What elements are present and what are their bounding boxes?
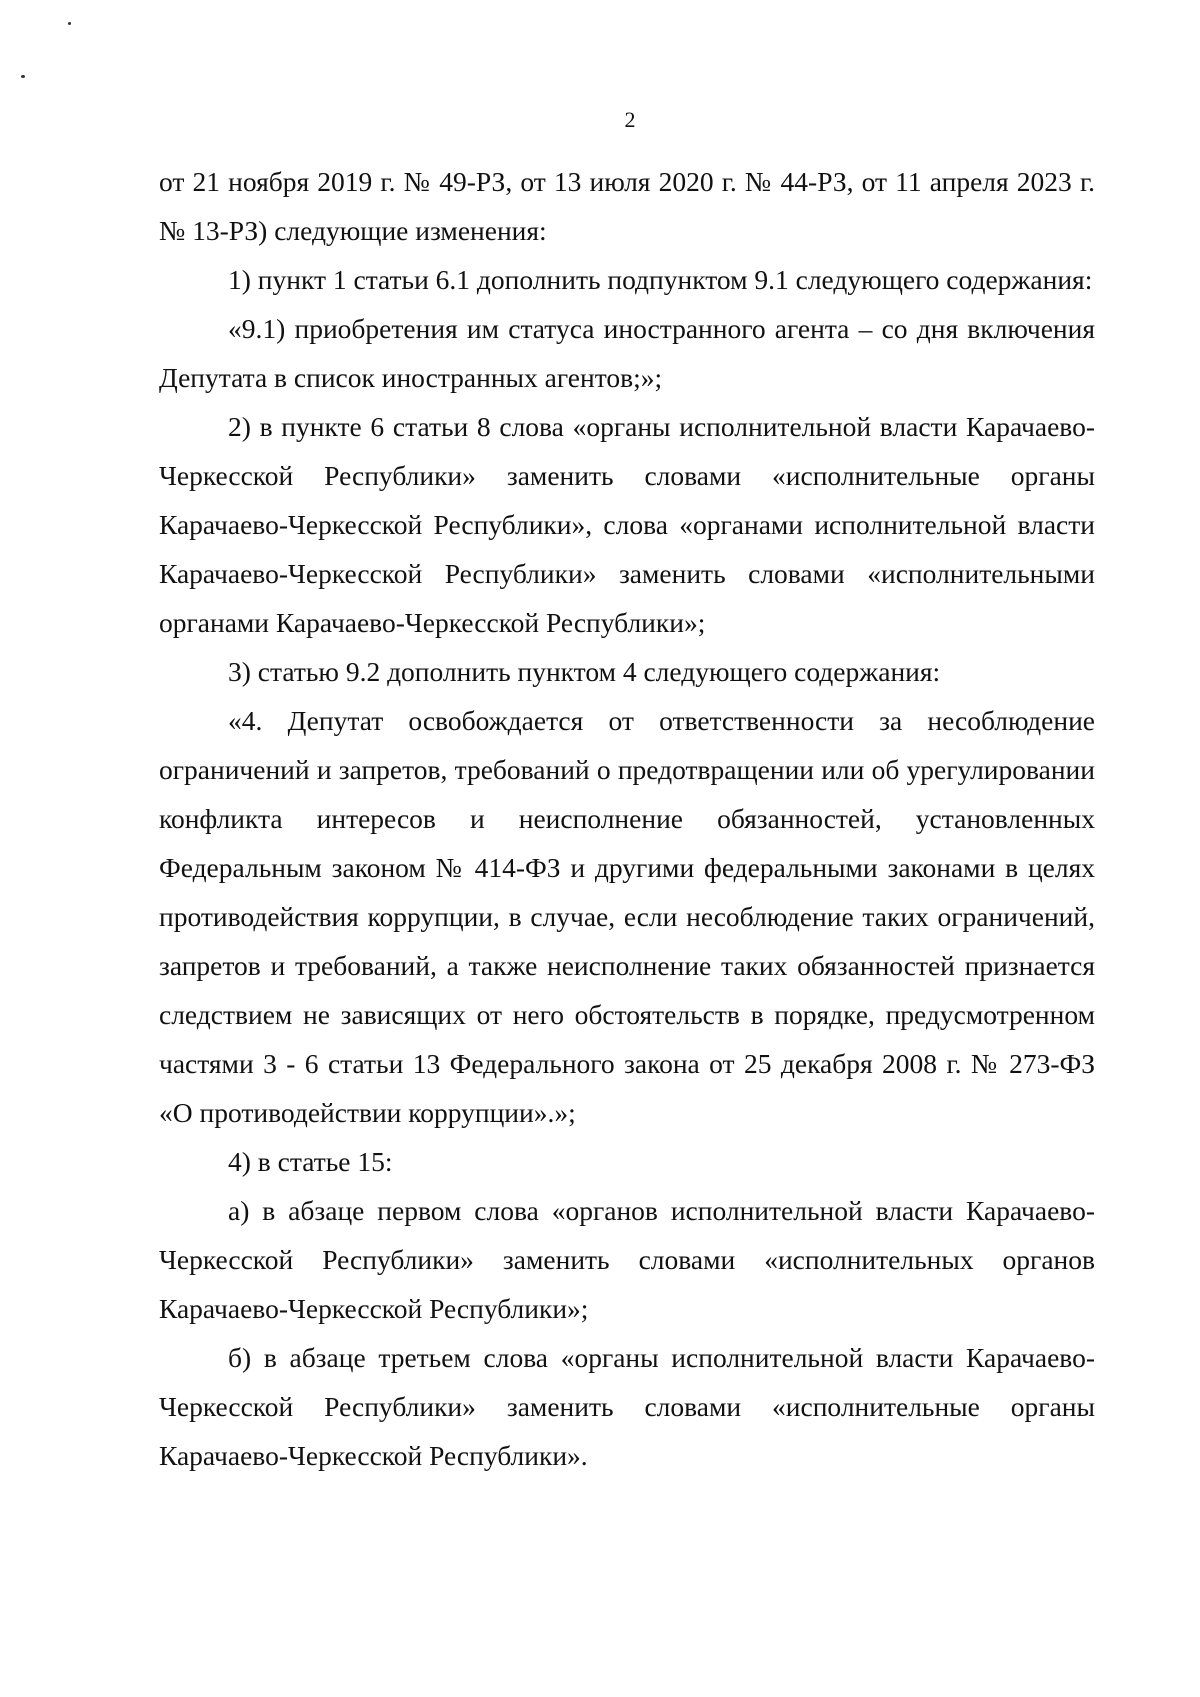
scan-speck <box>21 75 25 78</box>
paragraph: 2) в пункте 6 статьи 8 слова «органы исполнительной власти Карачаево-Черкесской Республики» заменить словами «исполнительные органы Карачаево-Черкесской Республики», слова «органами исполнительной власти Карачаево-Черкесской Республики» заменить словами «исполнительными органами Карачаево-Черкесской Республики»; <box>159 411 1095 638</box>
paragraph: б) в абзаце третьем слова «органы исполнительной власти Карачаево-Черкесской Республики» заменить словами «исполнительные органы Карачаево-Черкесской Республики». <box>159 1342 1095 1471</box>
paragraph: 1) пункт 1 статьи 6.1 дополнить подпунктом 9.1 следующего содержания: <box>228 264 1093 295</box>
scan-speck <box>68 22 71 25</box>
paragraph: 4) в статье 15: <box>228 1146 393 1177</box>
document-body <box>159 157 1095 1480</box>
paragraph: 3) статью 9.2 дополнить пунктом 4 следующего содержания: <box>228 656 941 687</box>
paragraph: а) в абзаце первом слова «органов исполнительной власти Карачаево-Черкесской Республики» заменить словами «исполнительных органов Карачаево-Черкесской Республики»; <box>159 1195 1095 1324</box>
paragraph: «9.1) приобретения им статуса иностранного агента – со дня включения Депутата в список иностранных агентов;»; <box>159 313 1095 393</box>
page-number: 2 <box>624 107 636 132</box>
paragraph: от 21 ноября 2019 г. № 49-РЗ, от 13 июля 2020 г. № 44-РЗ, от 11 апреля 2023 г. № 13-РЗ) следующие изменения: <box>159 166 1095 246</box>
paragraph: «4. Депутат освобождается от ответственности за несоблюдение ограничений и запретов, требований о предотвращении или об урегулировании конфликта интересов и неисполнение обязанностей, установленных Федеральным законом № 414-ФЗ и другими федеральными законами в целях противодействия коррупции, в случае, если несоблюдение таких ограничений, запретов и требований, а также неисполнение таких обязанностей признается следствием не зависящих от него обстоятельств в порядке, предусмотренном частями 3 - 6 статьи 13 Федерального закона от 25 декабря 2008 г. № 273-ФЗ «О противодействии коррупции».»; <box>159 705 1095 1128</box>
